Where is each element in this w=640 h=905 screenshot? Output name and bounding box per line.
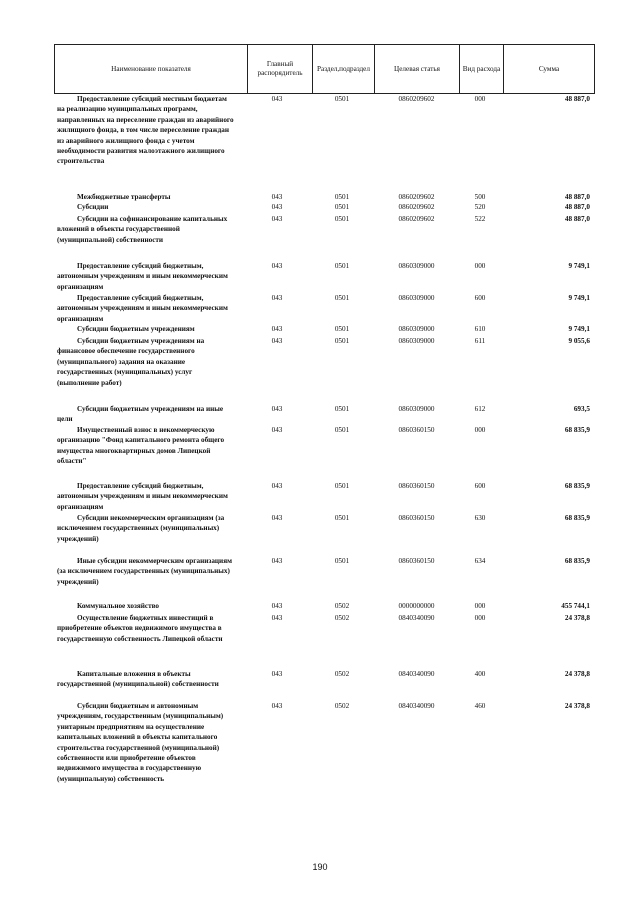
row-section: 0501 xyxy=(334,215,350,223)
header-sum: Сумма xyxy=(504,45,595,94)
row-kind: 000 xyxy=(474,262,486,270)
row-kind: 400 xyxy=(474,670,486,678)
row-sum: 24 378,8 xyxy=(564,614,590,622)
row-kind: 000 xyxy=(474,602,486,610)
row-section: 0501 xyxy=(334,426,350,434)
row-kind: 522 xyxy=(474,215,486,223)
row-admin: 043 xyxy=(271,294,283,302)
row-admin: 043 xyxy=(271,262,283,270)
row-kind: 000 xyxy=(474,95,486,103)
row-name: Субсидии бюджетным учреждениям на финансовое обеспечение государственного (муниципального) задания на оказание государственных (муниципальных) услуг (выполнение работ) xyxy=(57,337,205,387)
row-admin: 043 xyxy=(271,215,283,223)
row-name: Межбюджетные трансферты xyxy=(77,193,171,201)
row-admin: 043 xyxy=(271,405,283,413)
row-sum: 9 749,1 xyxy=(568,262,590,270)
row-name: Предоставление субсидий бюджетным, автономным учреждениям и иным некоммерческим организациям xyxy=(57,482,228,511)
row-section: 0501 xyxy=(334,193,350,201)
row-sum: 48 887,0 xyxy=(564,215,590,223)
row-sum: 693,5 xyxy=(573,405,590,413)
row-section: 0502 xyxy=(334,614,350,622)
header-name: Наименование показателя xyxy=(55,45,248,94)
row-target: 0860209602 xyxy=(398,193,435,201)
row-sum: 48 887,0 xyxy=(564,203,590,211)
row-admin: 043 xyxy=(271,702,283,710)
row-sum: 48 887,0 xyxy=(564,193,590,201)
row-name: Субсидии бюджетным учреждениям xyxy=(77,325,195,333)
row-admin: 043 xyxy=(271,337,283,345)
row-name: Субсидии xyxy=(77,203,109,211)
row-name: Субсидии на софинансирование капитальных вложений в объекты государственной (муниципальной) собственности xyxy=(57,215,228,244)
row-kind: 600 xyxy=(474,482,486,490)
row-kind: 460 xyxy=(474,702,486,710)
row-name: Субсидии бюджетным учреждениям на иные цели xyxy=(57,405,224,424)
row-sum: 68 835,9 xyxy=(564,514,590,522)
row-target: 0860209602 xyxy=(398,203,435,211)
row-sum: 68 835,9 xyxy=(564,426,590,434)
row-admin: 043 xyxy=(271,193,283,201)
row-name: Имущественный взнос в некоммерческую организацию "Фонд капитального ремонта общего имущества многоквартирных домов Липецкой области" xyxy=(57,426,225,466)
row-section: 0501 xyxy=(334,203,350,211)
row-target: 0000000000 xyxy=(398,602,435,610)
table-header xyxy=(54,44,595,94)
row-kind: 610 xyxy=(474,325,486,333)
row-kind: 000 xyxy=(474,426,486,434)
row-name: Субсидии бюджетным и автономным учреждениям, государственным (муниципальным) унитарным предприятиям на осуществление капитальных вложений в объекты капитального строительства государственной (муниципальной) собственности или приобретение объектов недвижимого имущества в государственную (муниципальную) собственность xyxy=(57,702,224,783)
row-admin: 043 xyxy=(271,614,283,622)
row-kind: 630 xyxy=(474,514,486,522)
row-name: Предоставление субсидий местным бюджетам на реализацию муниципальных программ, направленных на переселение граждан из аварийного жилищного фонда, в том числе переселение граждан из аварийного жилищного фонда с учетом необходимости развития малоэтажного жилищного строительства xyxy=(57,95,234,166)
row-kind: 520 xyxy=(474,203,486,211)
row-sum: 24 378,8 xyxy=(564,702,590,710)
row-admin: 043 xyxy=(271,602,283,610)
row-sum: 455 744,1 xyxy=(561,602,590,610)
row-target: 0860309000 xyxy=(398,405,435,413)
row-sum: 24 378,8 xyxy=(564,670,590,678)
row-target: 0860309000 xyxy=(398,337,435,345)
row-name: Иные субсидии некоммерческим организациям (за исключением государственных (муниципальных) учреждений) xyxy=(57,557,232,586)
row-admin: 043 xyxy=(271,426,283,434)
row-admin: 043 xyxy=(271,482,283,490)
row-target: 0860309000 xyxy=(398,294,435,302)
row-target: 0860360150 xyxy=(398,514,435,522)
header-section: Раздел,подраздел xyxy=(313,45,375,94)
row-name: Коммунальное хозяйство xyxy=(77,602,160,610)
header-admin: Главный распорядитель xyxy=(248,45,313,94)
row-target: 0860209602 xyxy=(398,215,435,223)
row-admin: 043 xyxy=(271,670,283,678)
row-section: 0501 xyxy=(334,262,350,270)
row-name: Предоставление субсидий бюджетным, автономным учреждениям и иным некоммерческим организациям xyxy=(57,262,228,291)
row-sum: 9 749,1 xyxy=(568,294,590,302)
row-section: 0501 xyxy=(334,337,350,345)
row-sum: 48 887,0 xyxy=(564,95,590,103)
row-target: 0860209602 xyxy=(398,95,435,103)
row-target: 0840340090 xyxy=(398,614,435,622)
row-target: 0840340090 xyxy=(398,702,435,710)
row-kind: 600 xyxy=(474,294,486,302)
row-section: 0501 xyxy=(334,95,350,103)
row-section: 0501 xyxy=(334,514,350,522)
row-section: 0501 xyxy=(334,482,350,490)
row-kind: 634 xyxy=(474,557,486,565)
row-admin: 043 xyxy=(271,557,283,565)
row-target: 0860360150 xyxy=(398,426,435,434)
row-section: 0502 xyxy=(334,670,350,678)
row-sum: 68 835,9 xyxy=(564,482,590,490)
row-section: 0501 xyxy=(334,405,350,413)
row-section: 0502 xyxy=(334,702,350,710)
row-section: 0502 xyxy=(334,602,350,610)
row-admin: 043 xyxy=(271,514,283,522)
row-admin: 043 xyxy=(271,203,283,211)
row-sum: 9 749,1 xyxy=(568,325,590,333)
page-number: 190 xyxy=(312,862,328,872)
row-kind: 612 xyxy=(474,405,486,413)
header-kind: Вид расхода xyxy=(460,45,504,94)
header-target: Целевая статья xyxy=(375,45,460,94)
row-section: 0501 xyxy=(334,294,350,302)
row-target: 0840340090 xyxy=(398,670,435,678)
row-name: Субсидии некоммерческим организациям (за исключением государственных (муниципальных) учреждений) xyxy=(57,514,225,543)
row-name: Осуществление бюджетных инвестиций в приобретение объектов недвижимого имущества в государственную собственность Липецкой области xyxy=(57,614,223,643)
row-target: 0860360150 xyxy=(398,482,435,490)
row-kind: 500 xyxy=(474,193,486,201)
row-admin: 043 xyxy=(271,325,283,333)
row-admin: 043 xyxy=(271,95,283,103)
row-sum: 9 055,6 xyxy=(568,337,590,345)
row-section: 0501 xyxy=(334,325,350,333)
row-name: Предоставление субсидий бюджетным, автономным учреждениям и иным некоммерческим организациям xyxy=(57,294,228,323)
row-target: 0860360150 xyxy=(398,557,435,565)
row-name: Капитальные вложения в объекты государственной (муниципальной) собственности xyxy=(57,670,219,689)
row-section: 0501 xyxy=(334,557,350,565)
row-kind: 000 xyxy=(474,614,486,622)
row-target: 0860309000 xyxy=(398,325,435,333)
row-sum: 68 835,9 xyxy=(564,557,590,565)
row-kind: 611 xyxy=(474,337,486,345)
row-target: 0860309000 xyxy=(398,262,435,270)
